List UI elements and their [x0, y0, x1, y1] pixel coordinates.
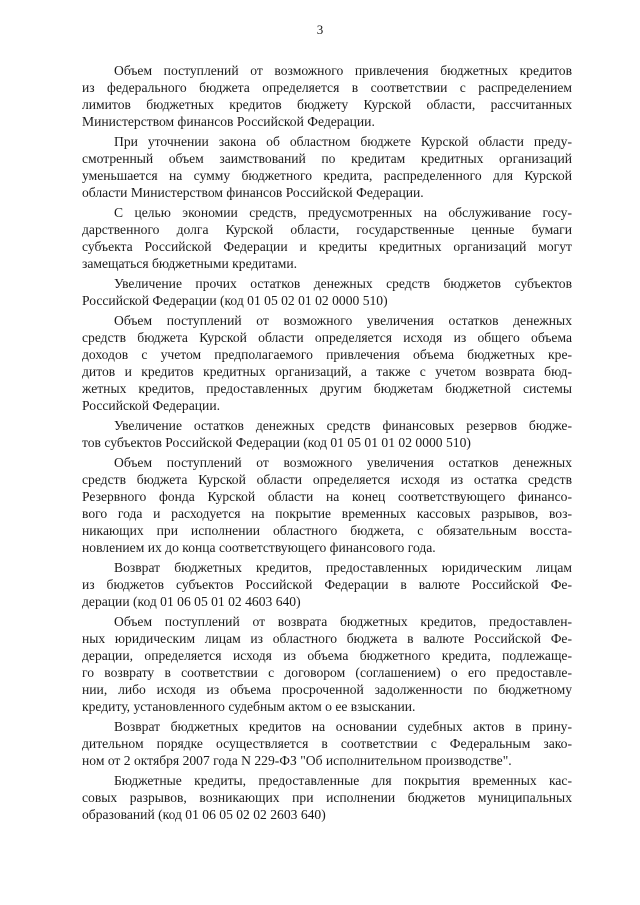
paragraph: [82, 275, 572, 309]
text-line: нии, либо исходя из объема просроченной задолженности по бюджетному: [82, 682, 572, 697]
text-line: Объем поступлений от возможного увеличения остатков денежных: [114, 455, 572, 470]
paragraph: [82, 133, 572, 201]
text-line: средств бюджета Курской области определяется исходя из остатка средств: [82, 472, 572, 487]
paragraph: [82, 312, 572, 414]
text-line: области Министерством финансов Российской Федерации.: [82, 185, 424, 200]
text-line: дерации, определяется исходя из объема бюджетного кредита, подлежаще-: [82, 648, 572, 663]
text-line: новлением их до конца соответствующего финансового года.: [82, 540, 436, 555]
text-line: Объем поступлений от возможного привлечения бюджетных кредитов: [114, 63, 572, 78]
text-line: Возврат бюджетных кредитов, предоставленных юридическим лицам: [114, 560, 572, 575]
text-line: никающих при исполнении областного бюджета, с обязательным восста-: [82, 523, 572, 538]
text-line: Возврат бюджетных кредитов на основании судебных актов в прину-: [114, 719, 572, 734]
paragraph: [82, 613, 572, 715]
text-line: субъекта Российской Федерации и кредиты кредитных организаций могут: [82, 239, 572, 254]
text-line: ном от 2 октября 2007 года N 229-ФЗ "Об исполнительном производстве".: [82, 753, 512, 768]
paragraph: [82, 772, 572, 823]
paragraph: [82, 417, 572, 451]
page-number: 3: [316, 22, 324, 37]
text-line: Объем поступлений от возврата бюджетных кредитов, предоставлен-: [114, 614, 572, 629]
text-line: тов субъектов Российской Федерации (код 01 05 01 01 02 0000 510): [82, 435, 471, 450]
text-line: замещаться бюджетными кредитами.: [82, 256, 298, 271]
text-line: образований (код 01 06 05 02 02 2603 640): [82, 807, 326, 822]
text-line: лимитов бюджетных кредитов бюджету Курской области, рассчитанных: [82, 97, 572, 112]
text-line: из бюджетов субъектов Российской Федерации в валюте Российской Фе-: [82, 577, 572, 592]
text-line: Резервного фонда Курской области на конец соответствующего финансо-: [82, 489, 572, 504]
text-line: Увеличение прочих остатков денежных средств бюджетов субъектов: [114, 276, 572, 291]
text-line: Российской Федерации.: [82, 398, 220, 413]
text-line: Министерством финансов Российской Федерации.: [82, 114, 375, 129]
text-line: ных юридическим лицам из областного бюджета в валюте Российской Фе-: [82, 631, 572, 646]
text-line: средств бюджета Курской области определяется исходя из общего объема: [82, 330, 572, 345]
text-line: го возврату в соответствии с договором (соглашением) о его предоставле-: [82, 665, 572, 680]
text-line: совых разрывов, возникающих при исполнении бюджетов муниципальных: [82, 790, 572, 805]
paragraph: [82, 204, 572, 272]
text-line: Бюджетные кредиты, предоставленные для покрытия временных кас-: [114, 773, 572, 788]
text-line: из федерального бюджета определяется в соответствии с распределением: [82, 80, 572, 95]
text-line: дарственного долга Курской области, государственные ценные бумаги: [82, 222, 572, 237]
text-line: доходов с учетом предполагаемого привлечения объема бюджетных кре-: [82, 347, 572, 362]
text-line: Объем поступлений от возможного увеличения остатков денежных: [114, 313, 572, 328]
text-line: При уточнении закона об областном бюджете Курской области преду-: [114, 134, 572, 149]
text-line: дительном порядке осуществляется в соответствии с Федеральным зако-: [82, 736, 572, 751]
text-line: дерации (код 01 06 05 01 02 4603 640): [82, 594, 301, 609]
paragraph: [82, 454, 572, 556]
text-line: С целью экономии средств, предусмотренных на обслуживание госу-: [114, 205, 572, 220]
text-line: жетных кредитов, предоставленных другим бюджетам бюджетной системы: [82, 381, 572, 396]
text-line: Российской Федерации (код 01 05 02 01 02 0000 510): [82, 293, 388, 308]
document-body: [82, 62, 572, 826]
text-line: дитов и кредитов кредитных организаций, а также с учетом возврата бюд-: [82, 364, 572, 379]
paragraph: [82, 718, 572, 769]
text-line: кредиту, установленного судебным актом о ее взыскании.: [82, 699, 416, 714]
paragraph: [82, 62, 572, 130]
text-line: Увеличение остатков денежных средств финансовых резервов бюдже-: [114, 418, 572, 433]
text-line: уменьшается на сумму бюджетного кредита, распределенного для Курской: [82, 168, 572, 183]
text-line: смотренный объем заимствований по кредитам кредитных организаций: [82, 151, 572, 166]
text-line: вого года и расходуется на покрытие временных кассовых разрывов, воз-: [82, 506, 572, 521]
paragraph: [82, 559, 572, 610]
